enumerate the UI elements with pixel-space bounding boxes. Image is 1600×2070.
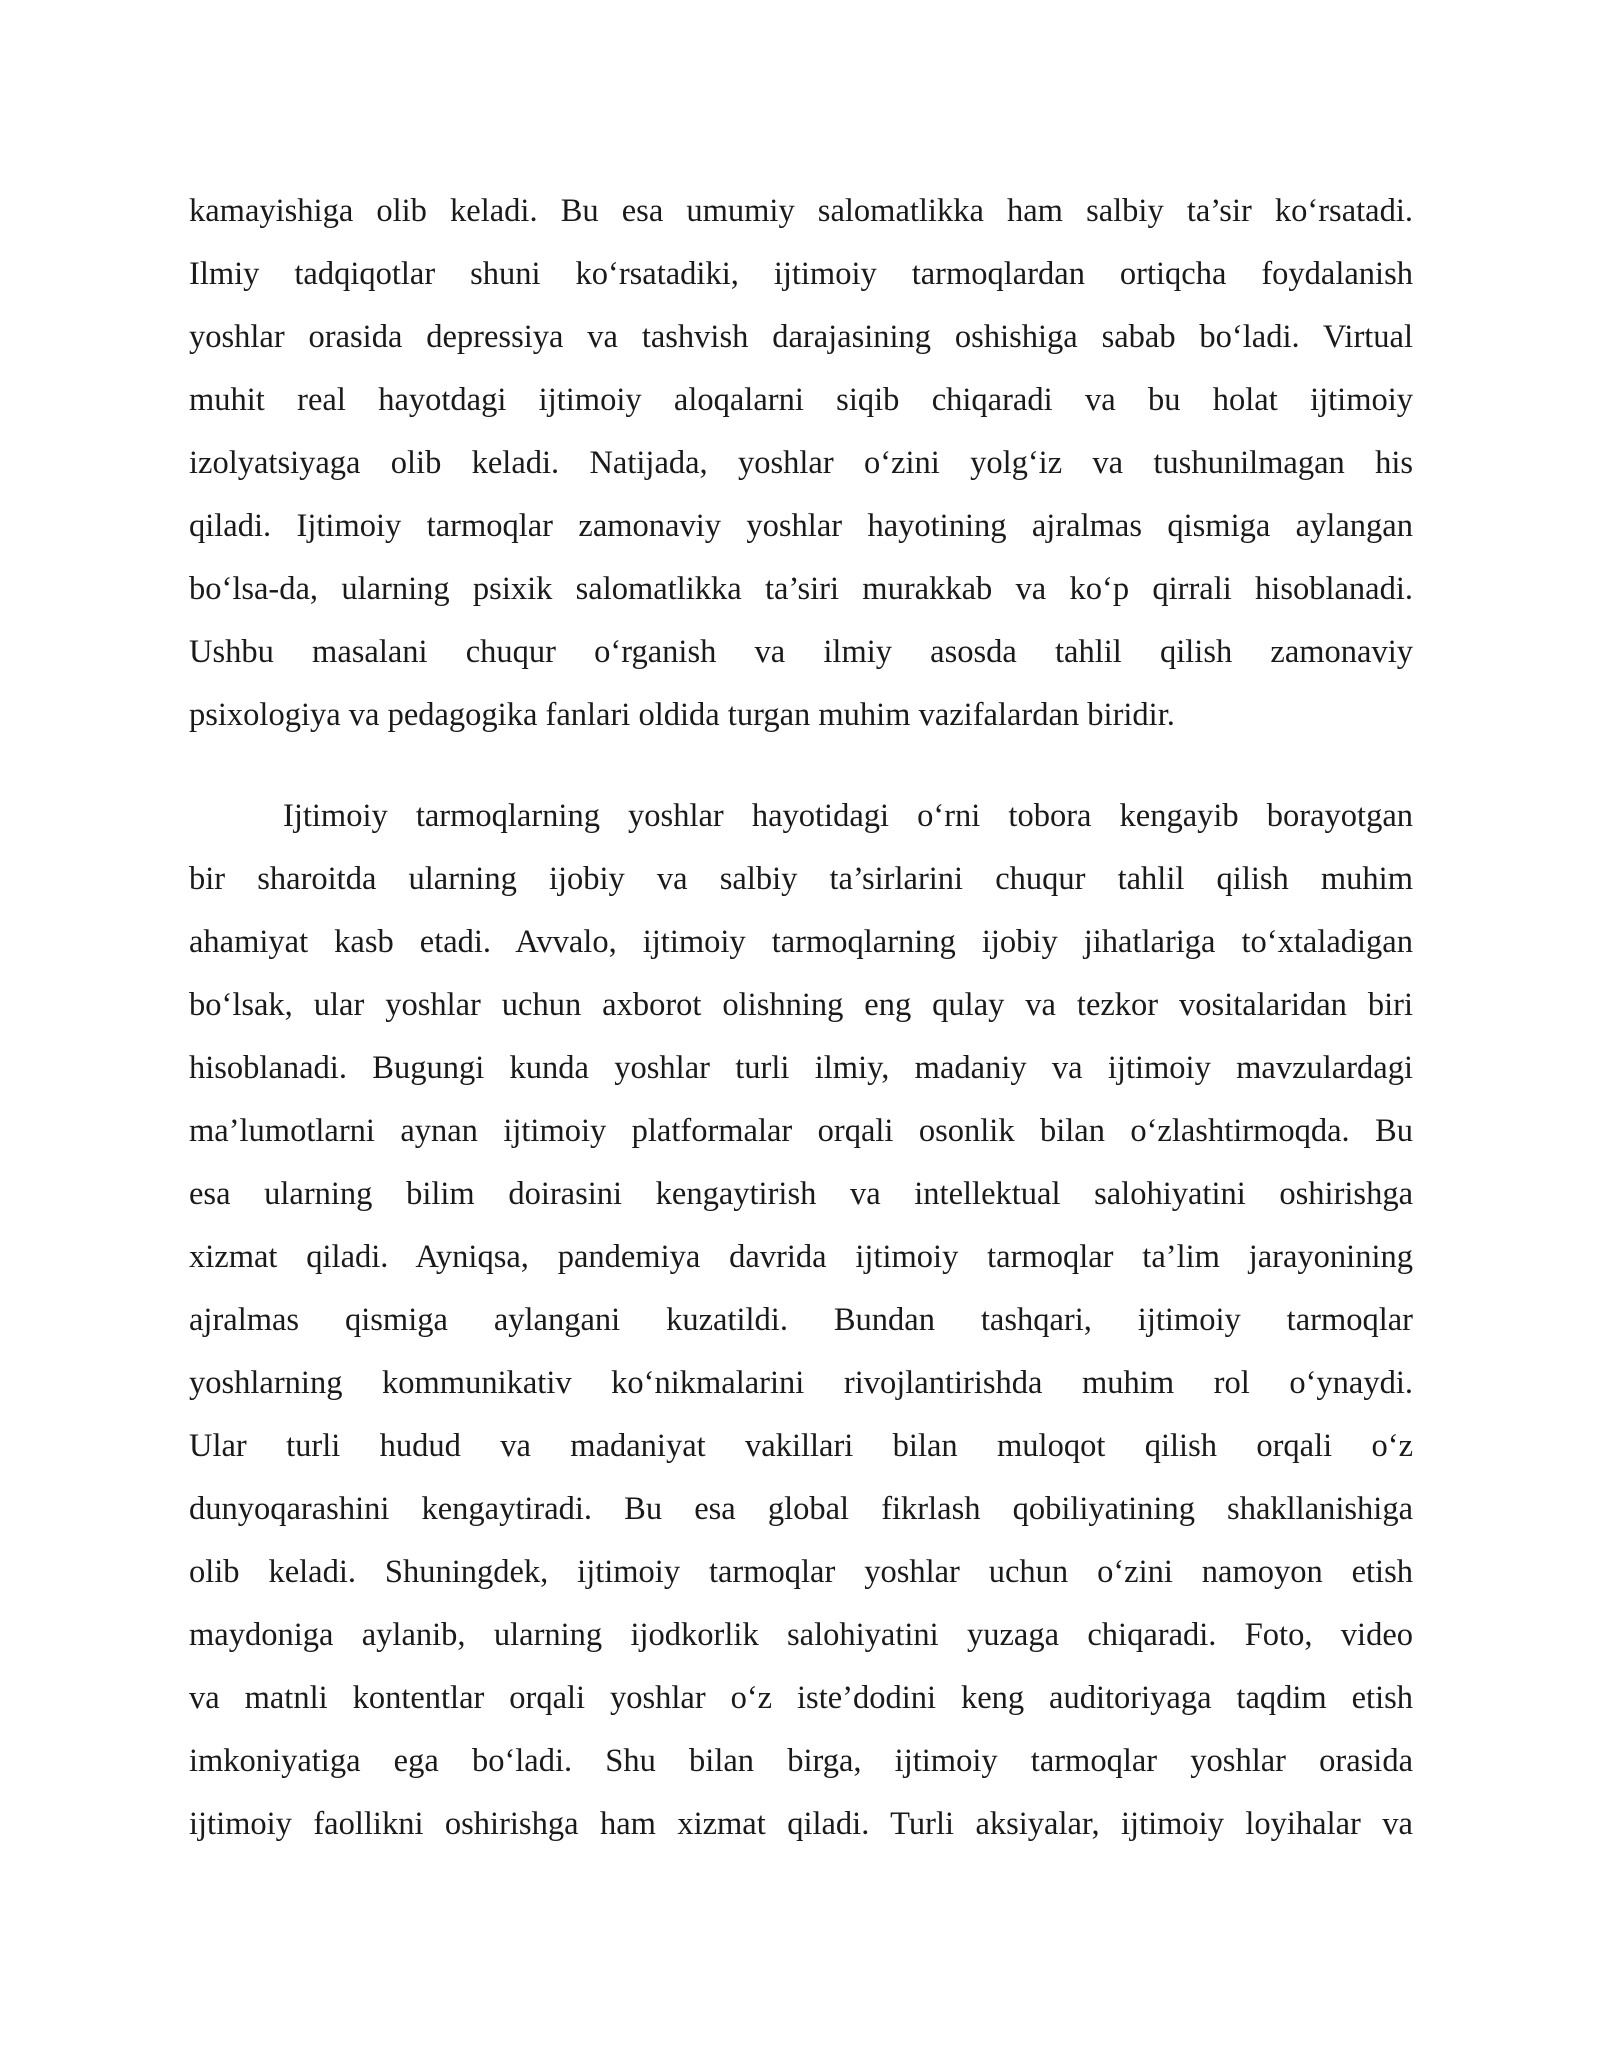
paragraph-line: yoshlarning kommunikativ ko‘nikmalarini rivojlantirishda muhim rol o‘ynaydi. <box>189 1365 1413 1401</box>
paragraph-line: esa ularning bilim doirasini kengaytirish va intellektual salohiyatini oshirishga <box>189 1176 1413 1212</box>
paragraph-line: muhit real hayotdagi ijtimoiy aloqalarni siqib chiqaradi va bu holat ijtimoiy <box>189 382 1413 418</box>
paragraph-line: Ilmiy tadqiqotlar shuni ko‘rsatadiki, ijtimoiy tarmoqlardan ortiqcha foydalanish <box>189 256 1413 292</box>
paragraph-line: qiladi. Ijtimoiy tarmoqlar zamonaviy yoshlar hayotining ajralmas qismiga aylangan <box>189 508 1413 544</box>
paragraph-line: imkoniyatiga ega bo‘ladi. Shu bilan birga, ijtimoiy tarmoqlar yoshlar orasida <box>189 1743 1413 1779</box>
paragraph-line: ijtimoiy faollikni oshirishga ham xizmat qiladi. Turli aksiyalar, ijtimoiy loyihalar va <box>189 1806 1413 1842</box>
paragraph-line: va matnli kontentlar orqali yoshlar o‘z iste’dodini keng auditoriyaga taqdim etish <box>189 1680 1413 1716</box>
paragraph-line: Ular turli hudud va madaniyat vakillari bilan muloqot qilish orqali o‘z <box>189 1428 1413 1464</box>
paragraph-line: xizmat qiladi. Ayniqsa, pandemiya davrida ijtimoiy tarmoqlar ta’lim jarayonining <box>189 1239 1413 1275</box>
paragraph-line: ahamiyat kasb etadi. Avvalo, ijtimoiy tarmoqlarning ijobiy jihatlariga to‘xtaladigan <box>189 924 1413 960</box>
paragraph-2 <box>189 785 1413 1856</box>
paragraph-line: ajralmas qismiga aylangani kuzatildi. Bundan tashqari, ijtimoiy tarmoqlar <box>189 1302 1413 1338</box>
paragraph-line: yoshlar orasida depressiya va tashvish darajasining oshishiga sabab bo‘ladi. Virtual <box>189 319 1413 355</box>
paragraph-line: kamayishiga olib keladi. Bu esa umumiy salomatlikka ham salbiy ta’sir ko‘rsatadi. <box>189 193 1413 229</box>
paragraph-line: ma’lumotlarni aynan ijtimoiy platformalar orqali osonlik bilan o‘zlashtirmoqda. Bu <box>189 1113 1413 1149</box>
paragraph-line: Ushbu masalani chuqur o‘rganish va ilmiy asosda tahlil qilish zamonaviy <box>189 634 1413 670</box>
paragraph-line: psixologiya va pedagogika fanlari oldida turgan muhim vazifalardan biridir. <box>189 697 1175 733</box>
paragraph-line: dunyoqarashini kengaytiradi. Bu esa global fikrlash qobiliyatining shakllanishiga <box>189 1491 1413 1527</box>
paragraph-line: maydoniga aylanib, ularning ijodkorlik salohiyatini yuzaga chiqaradi. Foto, video <box>189 1617 1413 1653</box>
paragraph-1 <box>189 180 1413 747</box>
paragraph-line: olib keladi. Shuningdek, ijtimoiy tarmoqlar yoshlar uchun o‘zini namoyon etish <box>189 1554 1413 1590</box>
paragraph-line: bo‘lsa-da, ularning psixik salomatlikka ta’siri murakkab va ko‘p qirrali hisoblanadi. <box>189 571 1413 607</box>
paragraph-line: Ijtimoiy tarmoqlarning yoshlar hayotidagi o‘rni tobora kengayib borayotgan <box>283 798 1413 834</box>
paragraph-line: bir sharoitda ularning ijobiy va salbiy ta’sirlarini chuqur tahlil qilish muhim <box>189 861 1413 897</box>
paragraph-line: bo‘lsak, ular yoshlar uchun axborot olishning eng qulay va tezkor vositalaridan biri <box>189 987 1413 1023</box>
paragraph-line: hisoblanadi. Bugungi kunda yoshlar turli ilmiy, madaniy va ijtimoiy mavzulardagi <box>189 1050 1413 1086</box>
paragraph-line: izolyatsiyaga olib keladi. Natijada, yoshlar o‘zini yolg‘iz va tushunilmagan his <box>189 445 1413 481</box>
